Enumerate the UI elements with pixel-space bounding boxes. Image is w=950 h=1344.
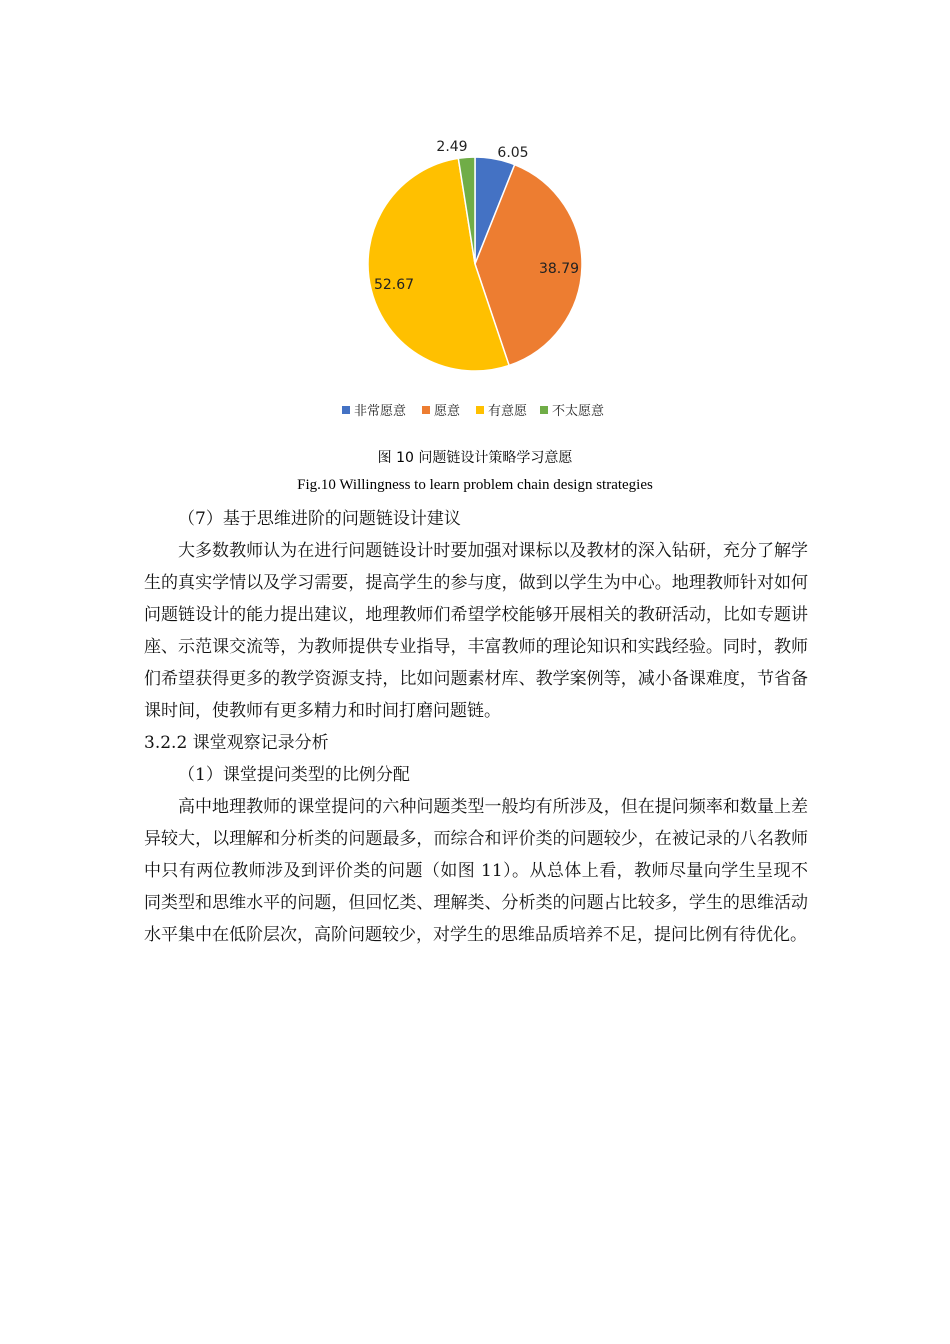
data-label-2: 52.67 — [373, 277, 415, 293]
pie-legend — [342, 403, 604, 419]
figure-caption-english: Fig.10 Willingness to learn problem chain design strategies — [297, 477, 653, 493]
legend-label-1: 愿意 — [434, 404, 461, 419]
pie-chart — [0, 0, 950, 440]
data-label-3: 2.49 — [436, 139, 468, 155]
data-label-1: 38.79 — [538, 261, 580, 277]
body-text — [144, 503, 808, 951]
figure-caption-chinese: 图 10 问题链设计策略学习意愿 — [377, 450, 573, 466]
subheading-7: （7）基于思维进阶的问题链设计建议 — [178, 509, 461, 529]
subheading-1: （1）课堂提问类型的比例分配 — [178, 765, 410, 785]
legend-swatch-0 — [342, 406, 350, 414]
legend-label-2: 有意愿 — [488, 404, 528, 419]
data-label-0: 6.05 — [497, 145, 529, 161]
paragraph-question-types: 高中地理教师的课堂提问的六种问题类型一般均有所涉及，但在提问频率和数量上差异较大，以理解和分析类的问题最多，而综合和评价类的问题较少，在被记录的八名教师中只有两位教师涉及到评价类的问题（如图 11）。从总体上看，教师尽量向学生呈现不同类型和思维水平的问题，但回忆类、理解类、分析类的问题占比较多，学生的思维活动水平集中在低阶层次，高阶问题较少，对学生的思维品质培养不足，提问比例有待优化。 — [144, 797, 808, 945]
legend-label-3: 不太愿意 — [552, 404, 605, 419]
legend-swatch-3 — [540, 406, 548, 414]
paragraph-suggestions: 大多数教师认为在进行问题链设计时要加强对课标以及教材的深入钻研，充分了解学生的真实学情以及学习需要，提高学生的参与度，做到以学生为中心。地理教师针对如何问题链设计的能力提出建议，地理教师们希望学校能够开展相关的教研活动，比如专题讲座、示范课交流等，为教师提供专业指导，丰富教师的理论知识和实践经验。同时，教师们希望获得更多的教学资源支持，比如问题素材库、教学案例等，减小备课难度，节省备课时间，使教师有更多精力和时间打磨问题链。 — [144, 541, 808, 721]
legend-swatch-2 — [476, 406, 484, 414]
legend-label-0: 非常愿意 — [354, 404, 407, 419]
section-heading-3-2-2: 3.2.2 课堂观察记录分析 — [144, 733, 329, 753]
legend-swatch-1 — [422, 406, 430, 414]
